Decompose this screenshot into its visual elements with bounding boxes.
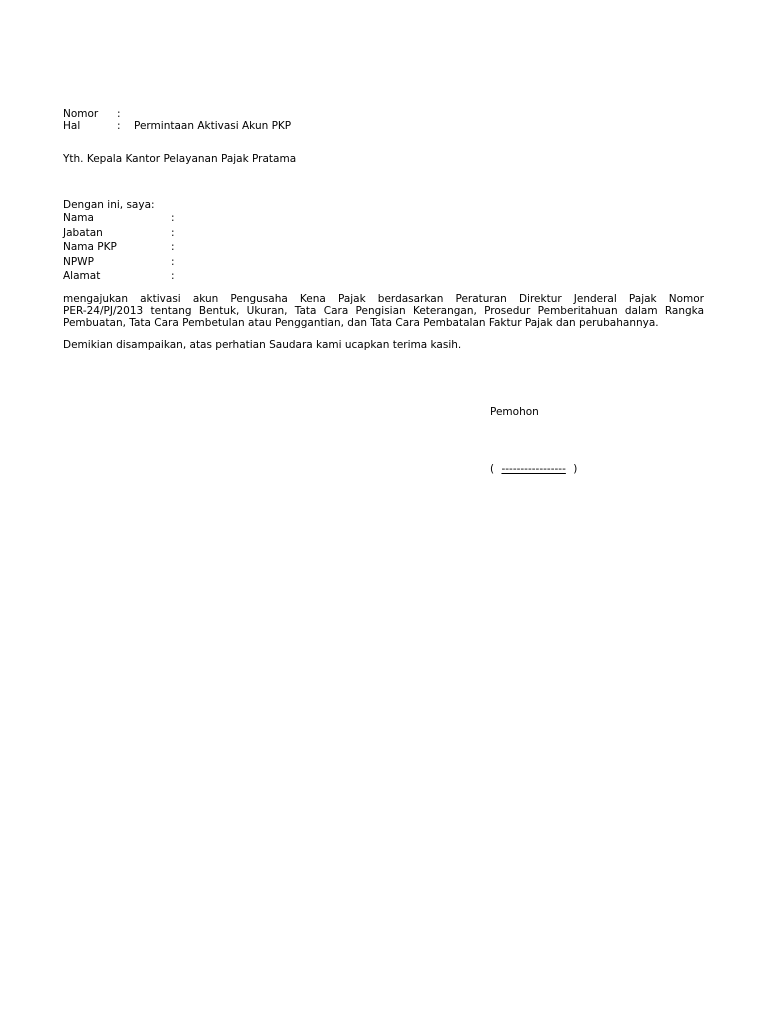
hal-label: Hal <box>63 120 81 132</box>
body-line-2: PER-24/PJ/2013 tentang Bentuk, Ukuran, Tata Cara Pengisian Keterangan, Prosedur Pemberitahuan dalam Rangka <box>63 305 704 317</box>
nomor-colon: : <box>117 108 121 120</box>
field-colon-npwp: : <box>171 256 175 268</box>
field-label-jabatan: Jabatan <box>63 227 103 239</box>
field-label-alamat: Alamat <box>63 270 101 282</box>
field-label-nama: Nama <box>63 212 94 224</box>
intro-line: Dengan ini, saya: <box>63 199 155 211</box>
body-line-1: mengajukan aktivasi akun Pengusaha Kena Pajak berdasarkan Peraturan Direktur Jenderal Pajak Nomor <box>63 293 704 305</box>
field-colon-jabatan: : <box>171 227 175 239</box>
closing-line: Demikian disampaikan, atas perhatian Saudara kami ucapkan terima kasih. <box>63 339 462 351</box>
body-line-3: Pembuatan, Tata Cara Pembetulan atau Penggantian, dan Tata Cara Pembatalan Faktur Pajak dan perubahannya. <box>63 317 659 329</box>
hal-value: Permintaan Aktivasi Akun PKP <box>134 120 292 132</box>
field-colon-nama: : <box>171 212 175 224</box>
signature-block <box>490 463 577 476</box>
nomor-label: Nomor <box>63 108 99 120</box>
field-label-nama-pkp: Nama PKP <box>63 241 117 253</box>
signature-close-paren: ) <box>573 463 578 475</box>
signature-placeholder: ----------------- <box>501 463 566 475</box>
field-label-npwp: NPWP <box>63 256 94 268</box>
field-colon-alamat: : <box>171 270 175 282</box>
signature-open-paren: ( <box>490 463 495 475</box>
recipient-line: Yth. Kepala Kantor Pelayanan Pajak Pratama <box>63 153 297 165</box>
signature-title: Pemohon <box>490 406 539 418</box>
hal-colon: : <box>117 120 121 132</box>
field-colon-nama-pkp: : <box>171 241 175 253</box>
body-paragraph <box>63 293 704 329</box>
